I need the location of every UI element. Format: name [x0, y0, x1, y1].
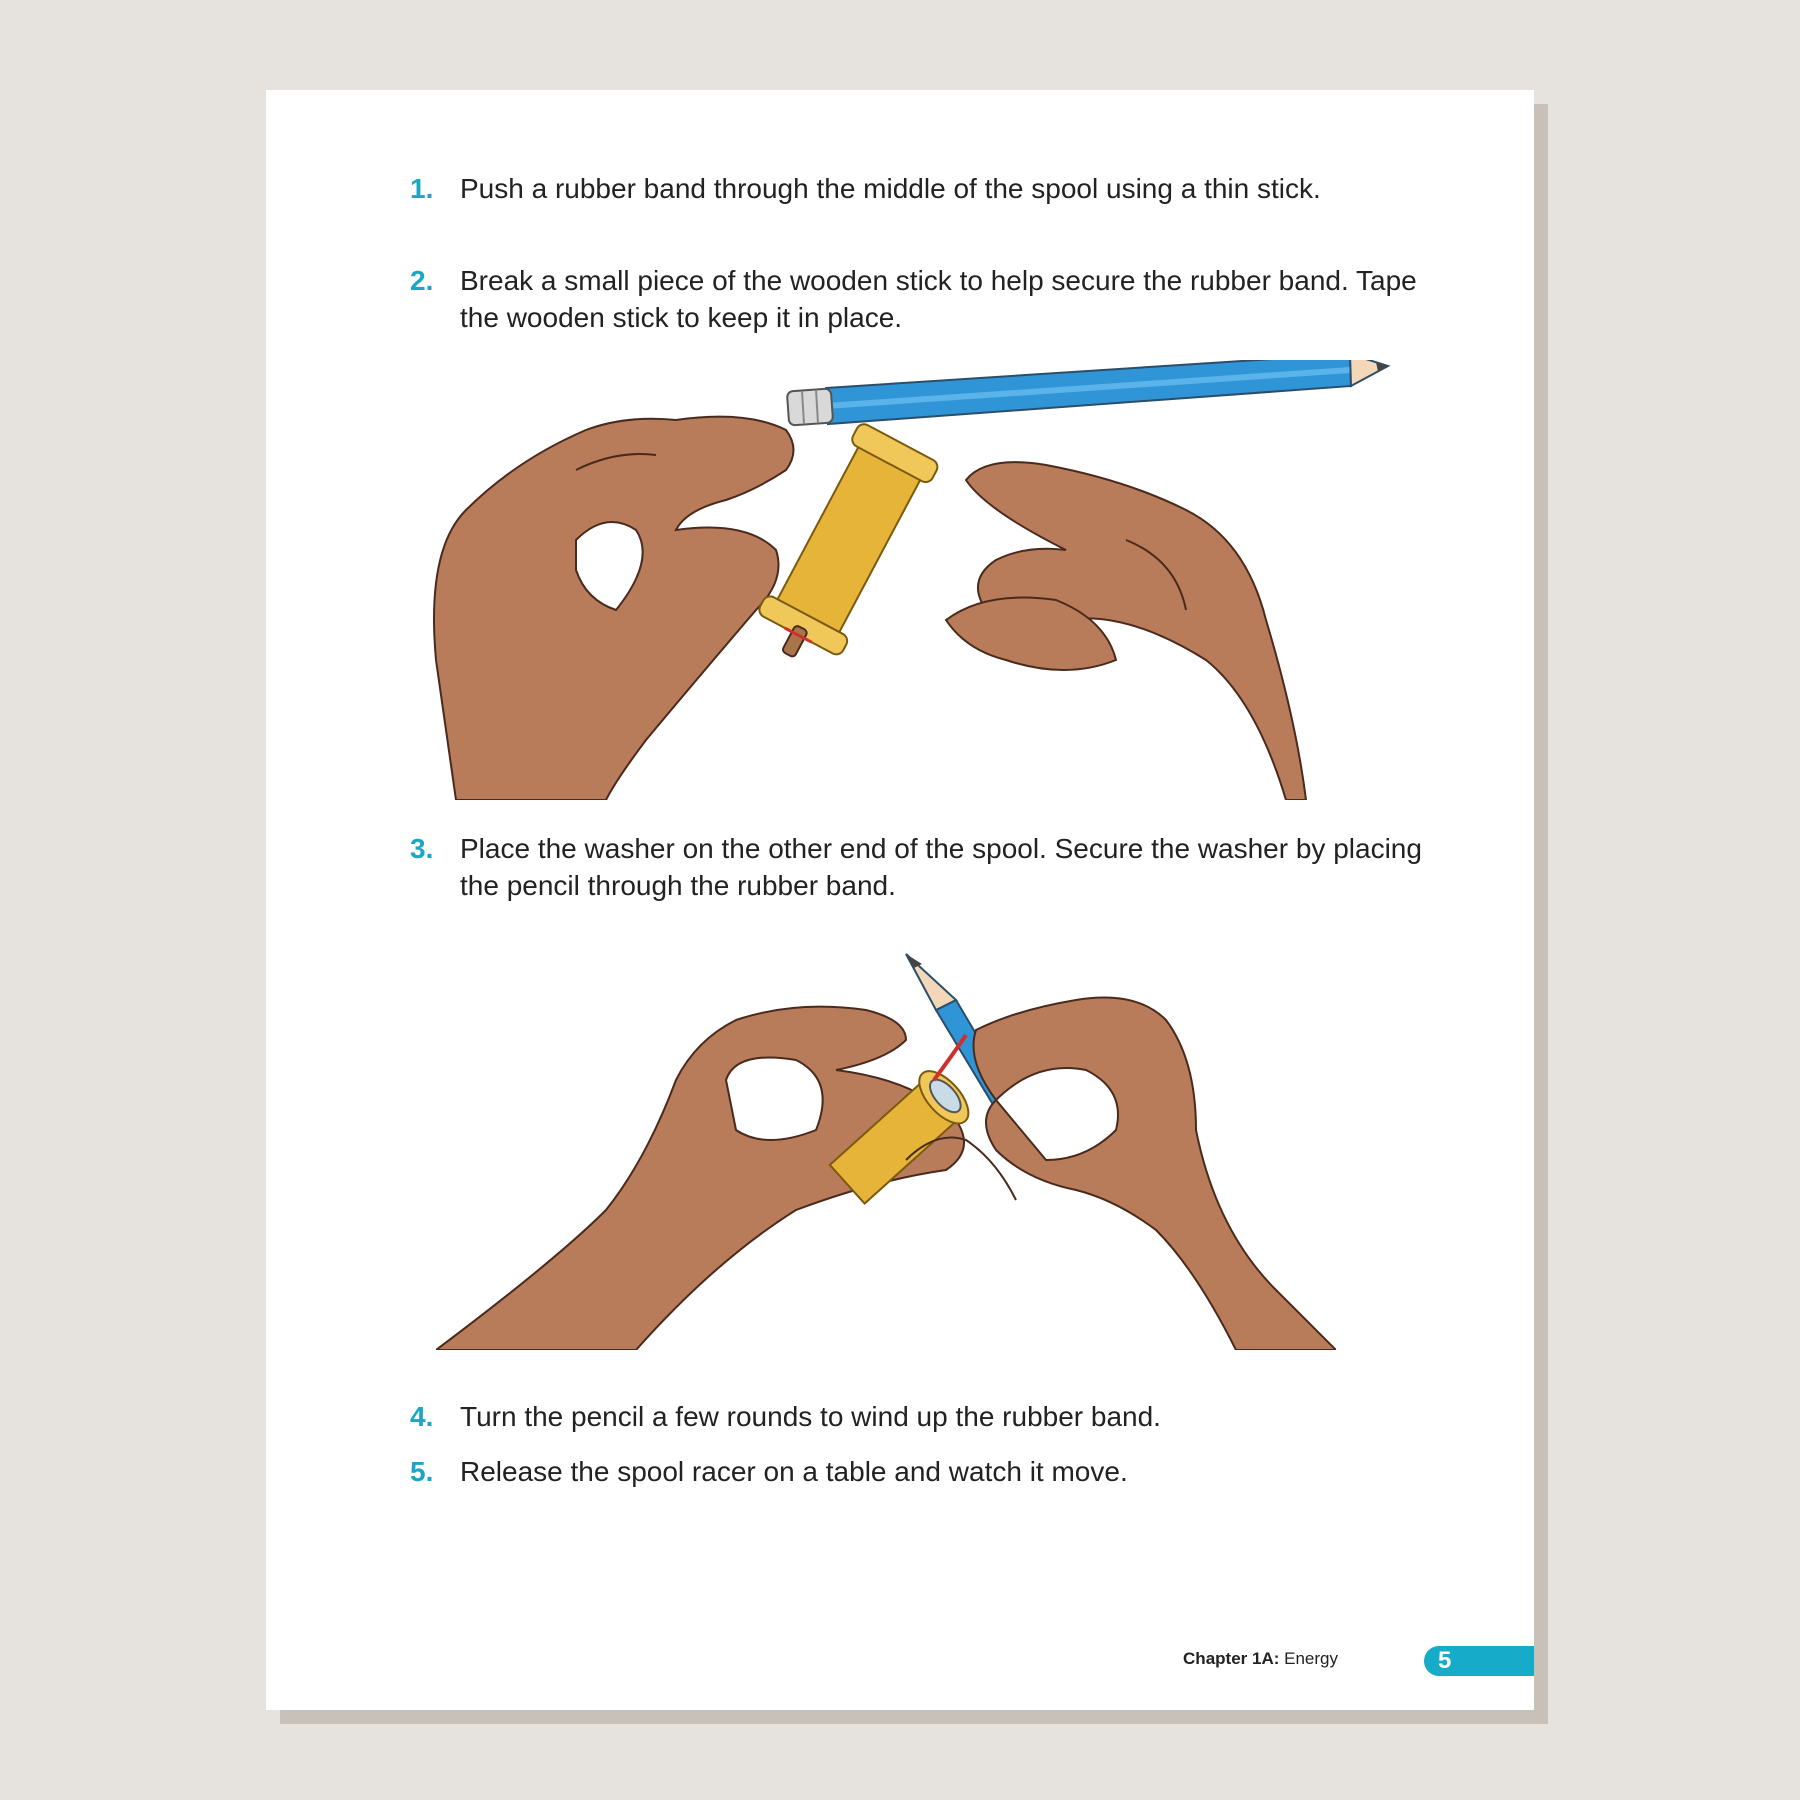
step-5 — [412, 1453, 1412, 1490]
worksheet-page — [266, 90, 1534, 1710]
step-text: Break a small piece of the wooden stick to help secure the rubber band. Tape the wooden stick to keep it in place. — [460, 265, 1417, 333]
step-number: 4. — [410, 1401, 434, 1432]
page-footer — [1114, 1646, 1534, 1676]
step-3 — [410, 830, 1422, 904]
chapter-label — [1183, 1649, 1338, 1669]
step-text: Release the spool racer on a table and watch it move. — [460, 1456, 1128, 1487]
step-text: Turn the pencil a few rounds to wind up the rubber band. — [460, 1401, 1161, 1432]
page-number-tab — [1424, 1646, 1534, 1676]
step-2 — [410, 262, 1417, 336]
step-number: 3. — [410, 833, 434, 864]
step-4 — [412, 1398, 1412, 1435]
step-text: Push a rubber band through the middle of the spool using a thin stick. — [460, 173, 1321, 204]
pencil-illustration — [787, 360, 1388, 425]
page-number: 5 — [1438, 1647, 1452, 1674]
chapter-number: Chapter 1A: — [1183, 1649, 1280, 1668]
step-text: Place the washer on the other end of the spool. Secure the washer by placing the pencil through the rubber band. — [460, 833, 1422, 901]
step-number: 2. — [410, 265, 434, 296]
step-number: 5. — [410, 1456, 434, 1487]
step-number: 1. — [410, 173, 434, 204]
step-1 — [412, 170, 1412, 207]
chapter-topic: Energy — [1284, 1649, 1338, 1668]
hands-winding-pencil-illustration — [436, 930, 1336, 1350]
hands-holding-spool-illustration — [426, 360, 1426, 800]
